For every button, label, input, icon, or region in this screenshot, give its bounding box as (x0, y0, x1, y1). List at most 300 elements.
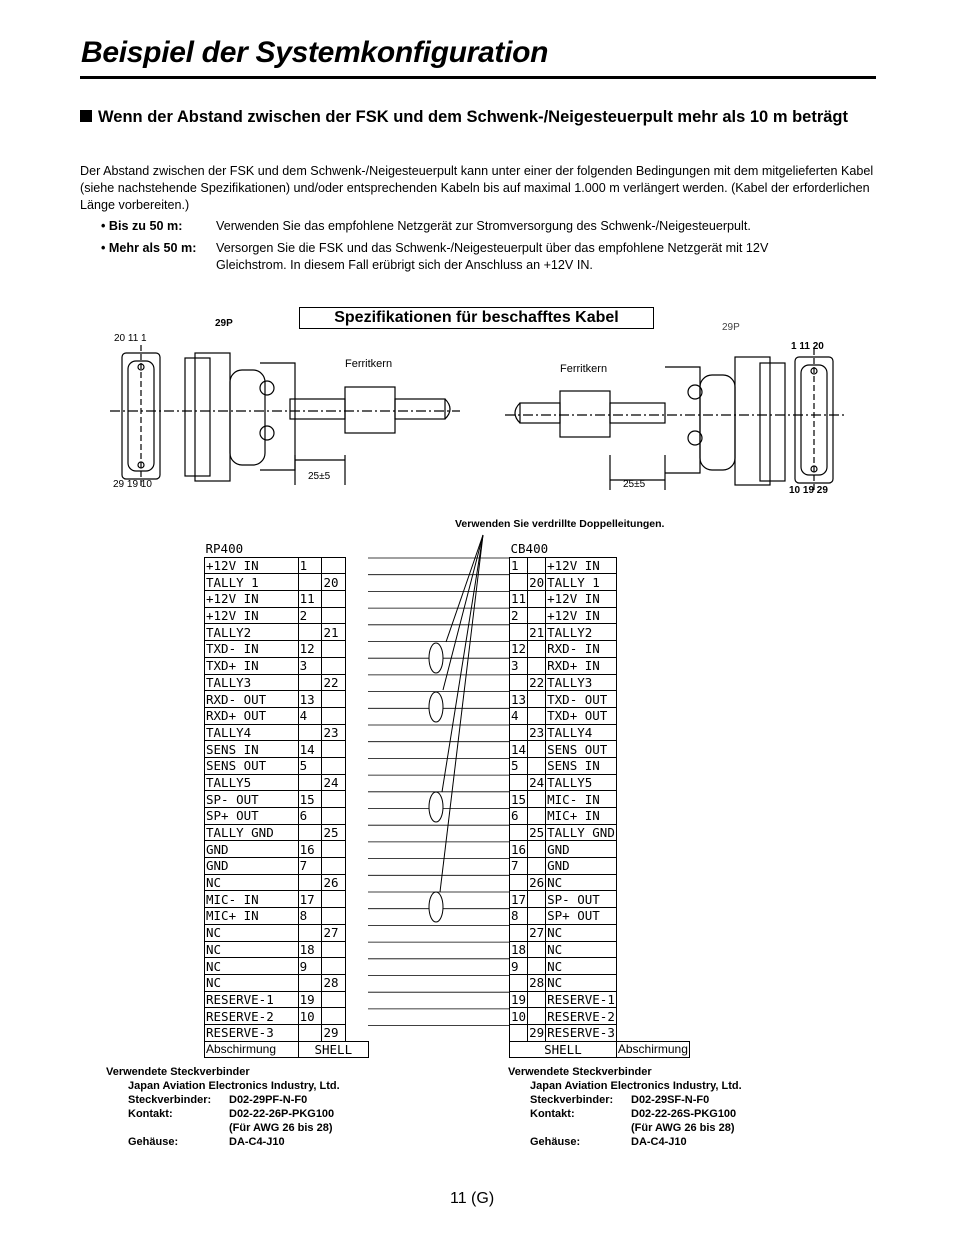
pin-number (528, 657, 546, 674)
table-row (510, 958, 690, 975)
table-header-row (510, 541, 690, 557)
dim-right: 25±5 (623, 479, 646, 490)
pin-number (298, 1024, 322, 1041)
signal-name: +12V IN (546, 557, 617, 574)
title-rule (80, 76, 876, 79)
pin-number (510, 674, 528, 691)
twisted-pair-marker (429, 692, 443, 722)
twisted-pair-note: Verwenden Sie verdrillte Doppelleitungen. (455, 518, 665, 530)
table-row (205, 674, 369, 691)
table-row (510, 908, 690, 925)
bullet-label: • Mehr als 50 m: (101, 241, 197, 255)
pin-number (298, 924, 322, 941)
pin-number (528, 808, 546, 825)
wire-cell (346, 607, 369, 624)
spec-title-box: Spezifikationen für beschafftes Kabel (299, 307, 654, 329)
left-pins-top: 20 11 1 (114, 333, 147, 344)
pin-number (322, 657, 346, 674)
table-row (205, 624, 369, 641)
pin-number: 25 (529, 825, 545, 841)
table-row (510, 707, 690, 724)
pin-number (298, 874, 322, 891)
signal-name: +12V IN (546, 607, 617, 624)
pin-number: 20 (529, 574, 545, 590)
table-row (205, 974, 369, 991)
table-row (205, 641, 369, 658)
pin-number: 22 (322, 674, 346, 691)
wiring-lines (368, 530, 510, 1030)
pin-number: 10 (298, 1008, 322, 1025)
bullet-item (101, 240, 769, 272)
pin-number: 16 (298, 841, 322, 858)
pin-number: 6 (298, 808, 322, 825)
connector-value: DA-C4-J10 (631, 1136, 687, 1148)
connector-value: D02-29SF-N-F0 (631, 1094, 710, 1106)
connector-value: D02-22-26P-PKG100 (229, 1108, 335, 1120)
wire-cell (346, 574, 369, 591)
signal-name: NC (546, 924, 617, 941)
signal-name: NC (205, 974, 299, 991)
signal-name: RXD+ OUT (205, 707, 299, 724)
table-footer-row (205, 1041, 369, 1058)
pin-number (510, 874, 528, 891)
signal-name: RESERVE-3 (547, 1025, 615, 1041)
wire-cell (346, 941, 369, 958)
wire-cell (346, 791, 369, 808)
table-row (205, 841, 369, 858)
dim-left: 25±5 (308, 471, 331, 482)
table-row (510, 724, 690, 741)
pin-number: 1 (510, 557, 528, 574)
wire-cell (346, 707, 369, 724)
signal-name: NC (205, 874, 299, 891)
table-row (510, 924, 690, 941)
signal-name: MIC+ IN (546, 808, 617, 825)
signal-name: NC (205, 924, 299, 941)
bullet-text: Verwenden Sie das empfohlene Netzgerät zur Stromversorgung des Schwenk-/Neigesteuerpult. (216, 219, 751, 233)
pin-number: 19 (511, 991, 527, 1007)
table-row (510, 774, 690, 791)
signal-name: TALLY4 (546, 724, 617, 741)
pin-number (322, 557, 346, 574)
pin-number: 23 (529, 724, 545, 740)
connector-value: DA-C4-J10 (229, 1136, 285, 1148)
signal-name: TALLY GND (205, 824, 299, 841)
pin-number (322, 858, 346, 875)
pin-number: 8 (510, 908, 528, 925)
pin-number: 6 (510, 808, 528, 825)
pin-number: 27 (529, 925, 545, 941)
pin-number (510, 974, 528, 991)
pin-number: 5 (298, 757, 322, 774)
wire-cell (346, 691, 369, 708)
pin-number (528, 641, 546, 658)
signal-name: TALLY 1 (546, 574, 617, 591)
signal-name: GND (546, 858, 617, 875)
table-row (510, 941, 690, 958)
bullet-text: Versorgen Sie die FSK und das Schwenk-/Neigesteuerpult über das empfohlene Netzgerät mit 12V Gleichstrom. In diesem Fall erübrigt sich der Anschluss an +12V IN. (216, 241, 769, 272)
connector-value: (Für AWG 26 bis 28) (229, 1122, 333, 1134)
table-row (510, 691, 690, 708)
pin-number (322, 1008, 346, 1025)
pin-number: 29 (529, 1025, 545, 1041)
twisted-pair-marker (429, 643, 443, 673)
pin-number: 11 (298, 591, 322, 608)
twisted-pair-marker (429, 792, 443, 822)
connector-maker: Japan Aviation Electronics Industry, Ltd. (128, 1080, 340, 1092)
square-bullet-icon (80, 110, 92, 122)
signal-name: RESERVE-2 (547, 1008, 615, 1024)
pin-number (528, 591, 546, 608)
signal-name: TXD- IN (205, 641, 299, 658)
pin-number (298, 724, 322, 741)
wire-cell (346, 557, 369, 574)
right-pin-table (509, 541, 690, 1058)
pin-number: 26 (322, 874, 346, 891)
signal-name: SP+ OUT (546, 908, 617, 925)
pin-number: 4 (298, 707, 322, 724)
pin-number (322, 591, 346, 608)
table-row (510, 1024, 690, 1041)
signal-name: TXD+ OUT (546, 707, 617, 724)
table-row (205, 741, 369, 758)
signal-name: GND (546, 841, 617, 858)
table-row (205, 991, 369, 1008)
pin-number: 14 (511, 741, 527, 757)
pin-number: 29 (322, 1024, 346, 1041)
left-device-name: RP400 (205, 541, 244, 557)
wire-cell (346, 591, 369, 608)
pin-number: 24 (322, 774, 346, 791)
wire-cell (346, 874, 369, 891)
pin-number (510, 624, 528, 641)
table-row (205, 924, 369, 941)
signal-name: TALLY2 (205, 624, 299, 641)
pin-number (322, 607, 346, 624)
pin-number: 10 (511, 1008, 527, 1024)
table-row (205, 1024, 369, 1041)
signal-name: SENS OUT (205, 757, 299, 774)
table-row (510, 991, 690, 1008)
pin-number: 16 (511, 841, 527, 857)
wire-cell (346, 841, 369, 858)
wire-cell (346, 891, 369, 908)
pin-number: 3 (298, 657, 322, 674)
pin-number: 28 (322, 974, 346, 991)
left-pin-table (204, 541, 369, 1058)
connector-value: D02-22-26S-PKG100 (631, 1108, 737, 1120)
signal-name: RXD+ IN (546, 657, 617, 674)
table-row (205, 808, 369, 825)
right-pins-bottom: 10 19 29 (789, 485, 828, 496)
wire-cell (346, 824, 369, 841)
wire-cell (346, 808, 369, 825)
signal-name: NC (205, 958, 299, 975)
table-row (510, 674, 690, 691)
twisted-pair-marker (429, 892, 443, 922)
intro-paragraph: Der Abstand zwischen der FSK und dem Schwenk-/Neigesteuerpult kann unter einer der folgenden Bedingungen mit dem mitgelieferten Kabel (siehe nachstehende Spezifikationen) und/oder entsprechenden Kabeln bis auf maximal 1.000 m verlängert werden. (Kabel der erforderlichen Länge vorbereiten.) (80, 164, 874, 212)
pin-number (528, 707, 546, 724)
connector-key: Kontakt: (530, 1108, 575, 1120)
connector-key: Gehäuse: (530, 1136, 581, 1148)
signal-name: +12V IN (205, 591, 299, 608)
table-row (510, 757, 690, 774)
pin-number: 7 (298, 858, 322, 875)
signal-name: MIC+ IN (205, 908, 299, 925)
section-heading-text: Wenn der Abstand zwischen der FSK und dem Schwenk-/Neigesteuerpult mehr als 10 m beträgt (98, 108, 848, 126)
signal-name: NC (546, 941, 617, 958)
pin-number: 2 (510, 607, 528, 624)
pin-number (528, 741, 546, 758)
pin-number: 12 (298, 641, 322, 658)
pin-number (322, 808, 346, 825)
pin-number: 23 (322, 724, 346, 741)
pin-number: 2 (298, 607, 322, 624)
pointer-arrow (440, 535, 483, 892)
table-row (510, 557, 690, 574)
wire-cell (346, 724, 369, 741)
pin-number: 24 (529, 774, 545, 790)
table-row (510, 591, 690, 608)
shell-pin: SHELL (298, 1041, 368, 1058)
pin-number (510, 1024, 528, 1041)
pin-number (528, 991, 546, 1008)
signal-name: RESERVE-1 (547, 991, 615, 1007)
signal-name: RESERVE-3 (205, 1024, 299, 1041)
table-row (205, 591, 369, 608)
pin-number (528, 557, 546, 574)
right-29p-label: 29P (722, 322, 740, 333)
pin-number: 13 (298, 691, 322, 708)
page-title: Beispiel der Systemkonfiguration (81, 36, 549, 69)
connector-info-right (508, 1065, 742, 1149)
signal-name: SENS IN (205, 741, 299, 758)
pin-number: 18 (511, 941, 527, 957)
signal-name: RXD- IN (546, 641, 617, 658)
table-row (510, 974, 690, 991)
pointer-arrow (442, 535, 483, 792)
wire-cell (346, 624, 369, 641)
pointer-arrow (446, 535, 483, 642)
wire-cell (346, 858, 369, 875)
pin-number (510, 824, 528, 841)
signal-name: GND (205, 841, 299, 858)
table-footer-row (510, 1041, 690, 1058)
pin-number (322, 841, 346, 858)
signal-name: NC (546, 874, 617, 891)
table-row (510, 858, 690, 875)
pin-number: 25 (322, 824, 346, 841)
signal-name: TALLY3 (205, 674, 299, 691)
table-row (205, 774, 369, 791)
table-row (205, 557, 369, 574)
table-row (205, 958, 369, 975)
pin-number: 18 (298, 941, 322, 958)
table-row (510, 808, 690, 825)
table-row (205, 891, 369, 908)
shield-label: Abschirmung (205, 1041, 299, 1058)
pin-number (322, 741, 346, 758)
table-row (205, 724, 369, 741)
wire-cell (346, 741, 369, 758)
signal-name: +12V IN (205, 557, 299, 574)
pin-number (298, 824, 322, 841)
pin-number: 11 (511, 591, 527, 607)
pin-number (322, 991, 346, 1008)
signal-name: TALLY GND (547, 825, 615, 841)
pin-number (322, 908, 346, 925)
signal-name: TALLY2 (546, 624, 617, 641)
table-row (510, 891, 690, 908)
pin-number: 14 (298, 741, 322, 758)
pin-number: 17 (511, 891, 527, 907)
signal-name: NC (546, 958, 617, 975)
signal-name: TALLY 1 (205, 574, 299, 591)
pin-number: 8 (298, 908, 322, 925)
connector-key: Steckverbinder: (530, 1094, 614, 1106)
section-heading (80, 107, 880, 128)
signal-name: NC (546, 974, 617, 991)
wire-cell (346, 958, 369, 975)
wire-cell (346, 657, 369, 674)
pin-number: 15 (511, 791, 527, 807)
pin-number (528, 691, 546, 708)
connector-key: Kontakt: (128, 1108, 173, 1120)
pin-number (528, 1008, 546, 1025)
wire-cell (346, 757, 369, 774)
pin-number (510, 724, 528, 741)
table-row (510, 607, 690, 624)
pin-number: 26 (529, 875, 545, 891)
signal-name: TALLY5 (205, 774, 299, 791)
pin-number: 1 (298, 557, 322, 574)
pin-number (528, 908, 546, 925)
ferrite-label-left: Ferritkern (345, 358, 393, 370)
table-row (510, 841, 690, 858)
pin-number (528, 858, 546, 875)
pin-number: 17 (298, 891, 322, 908)
connector-title: Verwendete Steckverbinder (508, 1066, 652, 1078)
table-row (510, 824, 690, 841)
pin-number (322, 691, 346, 708)
pin-number: 27 (322, 924, 346, 941)
signal-name: SP+ OUT (205, 808, 299, 825)
wire-cell (346, 674, 369, 691)
cable-drawing (100, 315, 860, 505)
table-row (510, 574, 690, 591)
pin-number: 13 (511, 691, 527, 707)
pin-number (322, 958, 346, 975)
signal-name: SP- OUT (546, 891, 617, 908)
pin-number (528, 607, 546, 624)
pin-number: 12 (511, 641, 527, 657)
signal-name: MIC- IN (546, 791, 617, 808)
wire-cell (346, 774, 369, 791)
table-row (205, 607, 369, 624)
table-row (205, 824, 369, 841)
pin-number (322, 757, 346, 774)
signal-name: TALLY3 (546, 674, 617, 691)
pin-number (528, 891, 546, 908)
wire-cell (346, 974, 369, 991)
table-row (205, 574, 369, 591)
signal-name: NC (205, 941, 299, 958)
connector-value: D02-29PF-N-F0 (229, 1094, 308, 1106)
bullet-label: • Bis zu 50 m: (101, 219, 183, 233)
signal-name: TALLY4 (205, 724, 299, 741)
left-29p-label: 29P (215, 318, 233, 329)
pin-number: 7 (510, 858, 528, 875)
table-row (510, 874, 690, 891)
table-row (205, 707, 369, 724)
connector-maker: Japan Aviation Electronics Industry, Ltd. (530, 1080, 742, 1092)
pin-number (528, 757, 546, 774)
table-row (205, 757, 369, 774)
table-row (510, 657, 690, 674)
right-device-name: CB400 (510, 541, 549, 557)
table-header-row (205, 541, 369, 557)
table-row (205, 858, 369, 875)
left-pins-bottom: 29 19 10 (113, 479, 152, 490)
wire-cell (346, 991, 369, 1008)
signal-name: RXD- OUT (205, 691, 299, 708)
signal-name: MIC- IN (205, 891, 299, 908)
table-row (205, 941, 369, 958)
signal-name: SP- OUT (205, 791, 299, 808)
pin-number (528, 941, 546, 958)
pin-number: 22 (529, 674, 545, 690)
pin-number: 4 (510, 707, 528, 724)
table-row (205, 657, 369, 674)
pin-number: 28 (529, 975, 545, 991)
pin-number (528, 841, 546, 858)
table-row (510, 641, 690, 658)
signal-name: SENS OUT (546, 741, 617, 758)
pin-number: 5 (510, 757, 528, 774)
signal-name: +12V IN (205, 607, 299, 624)
signal-name: SENS IN (546, 757, 617, 774)
pin-number (322, 707, 346, 724)
connector-key: Gehäuse: (128, 1136, 179, 1148)
pin-number (298, 974, 322, 991)
wire-cell (346, 1008, 369, 1025)
signal-name: GND (205, 858, 299, 875)
pin-number (510, 774, 528, 791)
connector-info-left (106, 1065, 340, 1149)
signal-name: TXD- OUT (546, 691, 617, 708)
pin-number: 19 (298, 991, 322, 1008)
pin-number (510, 574, 528, 591)
right-pins-top: 1 11 20 (791, 341, 824, 352)
pin-number (322, 941, 346, 958)
wire-cell (346, 641, 369, 658)
table-row (510, 624, 690, 641)
pin-number: 15 (298, 791, 322, 808)
connector-key: Steckverbinder: (128, 1094, 212, 1106)
wire-cell (346, 924, 369, 941)
pin-number (298, 624, 322, 641)
pin-number: 21 (529, 624, 545, 640)
pin-number (510, 924, 528, 941)
signal-name: RESERVE-1 (205, 991, 299, 1008)
pin-number: 9 (298, 958, 322, 975)
table-row (510, 741, 690, 758)
wire-cell (346, 908, 369, 925)
pin-number: 9 (510, 958, 528, 975)
pin-number: 3 (510, 657, 528, 674)
signal-name: +12V IN (546, 591, 617, 608)
table-row (510, 791, 690, 808)
